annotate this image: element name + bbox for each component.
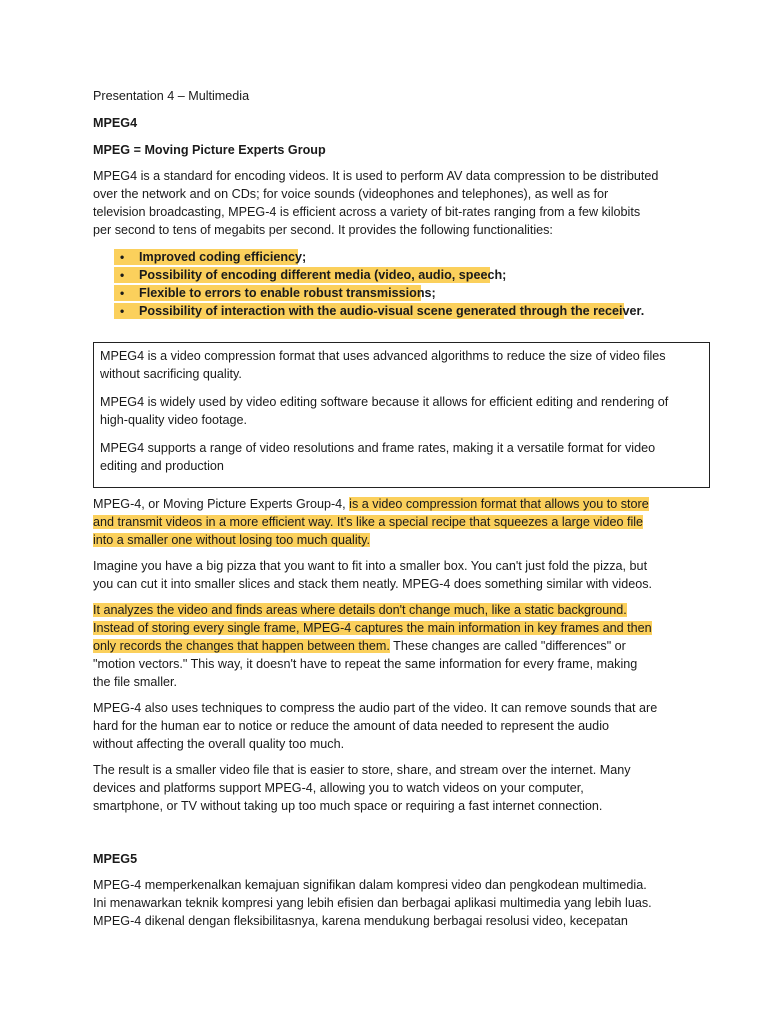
- list-item-text: Possibility of encoding different media (video, audio, speech;: [139, 268, 507, 282]
- para3-line-3: [93, 637, 626, 655]
- bullet-icon: •: [120, 250, 125, 264]
- box-line-5: MPEG4 supports a range of video resolutions and frame rates, making it a versatile format for video: [100, 441, 656, 455]
- para5-line-1: The result is a smaller video file that is easier to store, share, and stream over the internet. Many: [93, 763, 631, 777]
- para2-line-2: you can cut it into smaller slices and stack them neatly. MPEG-4 does something similar with videos.: [93, 577, 653, 591]
- heading-mpeg5: MPEG5: [93, 852, 138, 866]
- intro-line-2: over the network and on CDs; for voice sounds (videophones and telephones), as well as for: [93, 187, 609, 201]
- para1-line-1: [93, 495, 649, 513]
- bullet-icon: •: [120, 268, 125, 282]
- para6-line-2: Ini menawarkan teknik kompresi yang lebih efisien dan berbagai aplikasi multimedia yang lebih luas.: [93, 896, 652, 910]
- heading-mpeg-definition: MPEG = Moving Picture Experts Group: [93, 143, 326, 157]
- para1-highlight: into a smaller one without losing too much quality.: [93, 533, 370, 547]
- intro-line-3: television broadcasting, MPEG-4 is efficient across a variety of bit-rates ranging from a few kilobits: [93, 205, 641, 219]
- para1-line-3: [93, 531, 370, 549]
- para5-line-3: smartphone, or TV without taking up too much space or requiring a fast internet connection.: [93, 799, 603, 813]
- para3-highlight: only records the changes that happen between them.: [93, 639, 390, 653]
- para6-line-1: MPEG-4 memperkenalkan kemajuan signifikan dalam kompresi video dan pengkodean multimedia.: [93, 878, 647, 892]
- para4-line-2: hard for the human ear to notice or reduce the amount of data needed to represent the audio: [93, 719, 609, 733]
- list-item-text: Flexible to errors to enable robust transmissions;: [139, 286, 436, 300]
- document-title: Presentation 4 – Multimedia: [93, 89, 250, 103]
- para1-line-2: [93, 513, 643, 531]
- box-line-4: high-quality video footage.: [100, 413, 248, 427]
- para3-line-5: the file smaller.: [93, 675, 177, 689]
- para4-line-3: without affecting the overall quality too much.: [93, 737, 345, 751]
- para3-line-4: "motion vectors." This way, it doesn't have to repeat the same information for every frame, making: [93, 657, 638, 671]
- heading-mpeg4: MPEG4: [93, 116, 138, 130]
- intro-line-1: MPEG4 is a standard for encoding videos. It is used to perform AV data compression to be distributed: [93, 169, 659, 183]
- summary-box: [93, 342, 710, 488]
- para3-text: These changes are called "differences" or: [389, 639, 626, 653]
- para1-highlight: and transmit videos in a more efficient way. It's like a special recipe that squeezes a large video file: [93, 515, 644, 529]
- box-line-1: MPEG4 is a video compression format that uses advanced algorithms to reduce the size of video files: [100, 349, 666, 363]
- intro-line-4: per second to tens of megabits per second. It provides the following functionalities:: [93, 223, 553, 237]
- para4-line-1: MPEG-4 also uses techniques to compress the audio part of the video. It can remove sounds that are: [93, 701, 658, 715]
- para3-highlight: Instead of storing every single frame, MPEG-4 captures the main information in key frames and then: [93, 621, 652, 635]
- box-line-3: MPEG4 is widely used by video editing software because it allows for efficient editing and rendering of: [100, 395, 669, 409]
- list-item-text: Possibility of interaction with the audio-visual scene generated through the receiver.: [139, 304, 645, 318]
- list-item-text: Improved coding efficiency;: [139, 250, 307, 264]
- para1-highlight: is a video compression format that allows you to store: [349, 497, 649, 511]
- bullet-icon: •: [120, 286, 125, 300]
- para3-line-2: [93, 619, 652, 637]
- para3-line-1: [93, 601, 627, 619]
- para6-line-3: MPEG-4 dikenal dengan fleksibilitasnya, karena mendukung berbagai resolusi video, kecepatan: [93, 914, 628, 928]
- para2-line-1: Imagine you have a big pizza that you want to fit into a smaller box. You can't just fold the pizza, but: [93, 559, 648, 573]
- para1-text: MPEG-4, or Moving Picture Experts Group-4,: [93, 497, 350, 511]
- box-line-6: editing and production: [100, 459, 224, 473]
- para3-highlight: It analyzes the video and finds areas where details don't change much, like a static background.: [93, 603, 627, 617]
- bullet-icon: •: [120, 304, 125, 318]
- box-line-2: without sacrificing quality.: [100, 367, 242, 381]
- para5-line-2: devices and platforms support MPEG-4, allowing you to watch videos on your computer,: [93, 781, 584, 795]
